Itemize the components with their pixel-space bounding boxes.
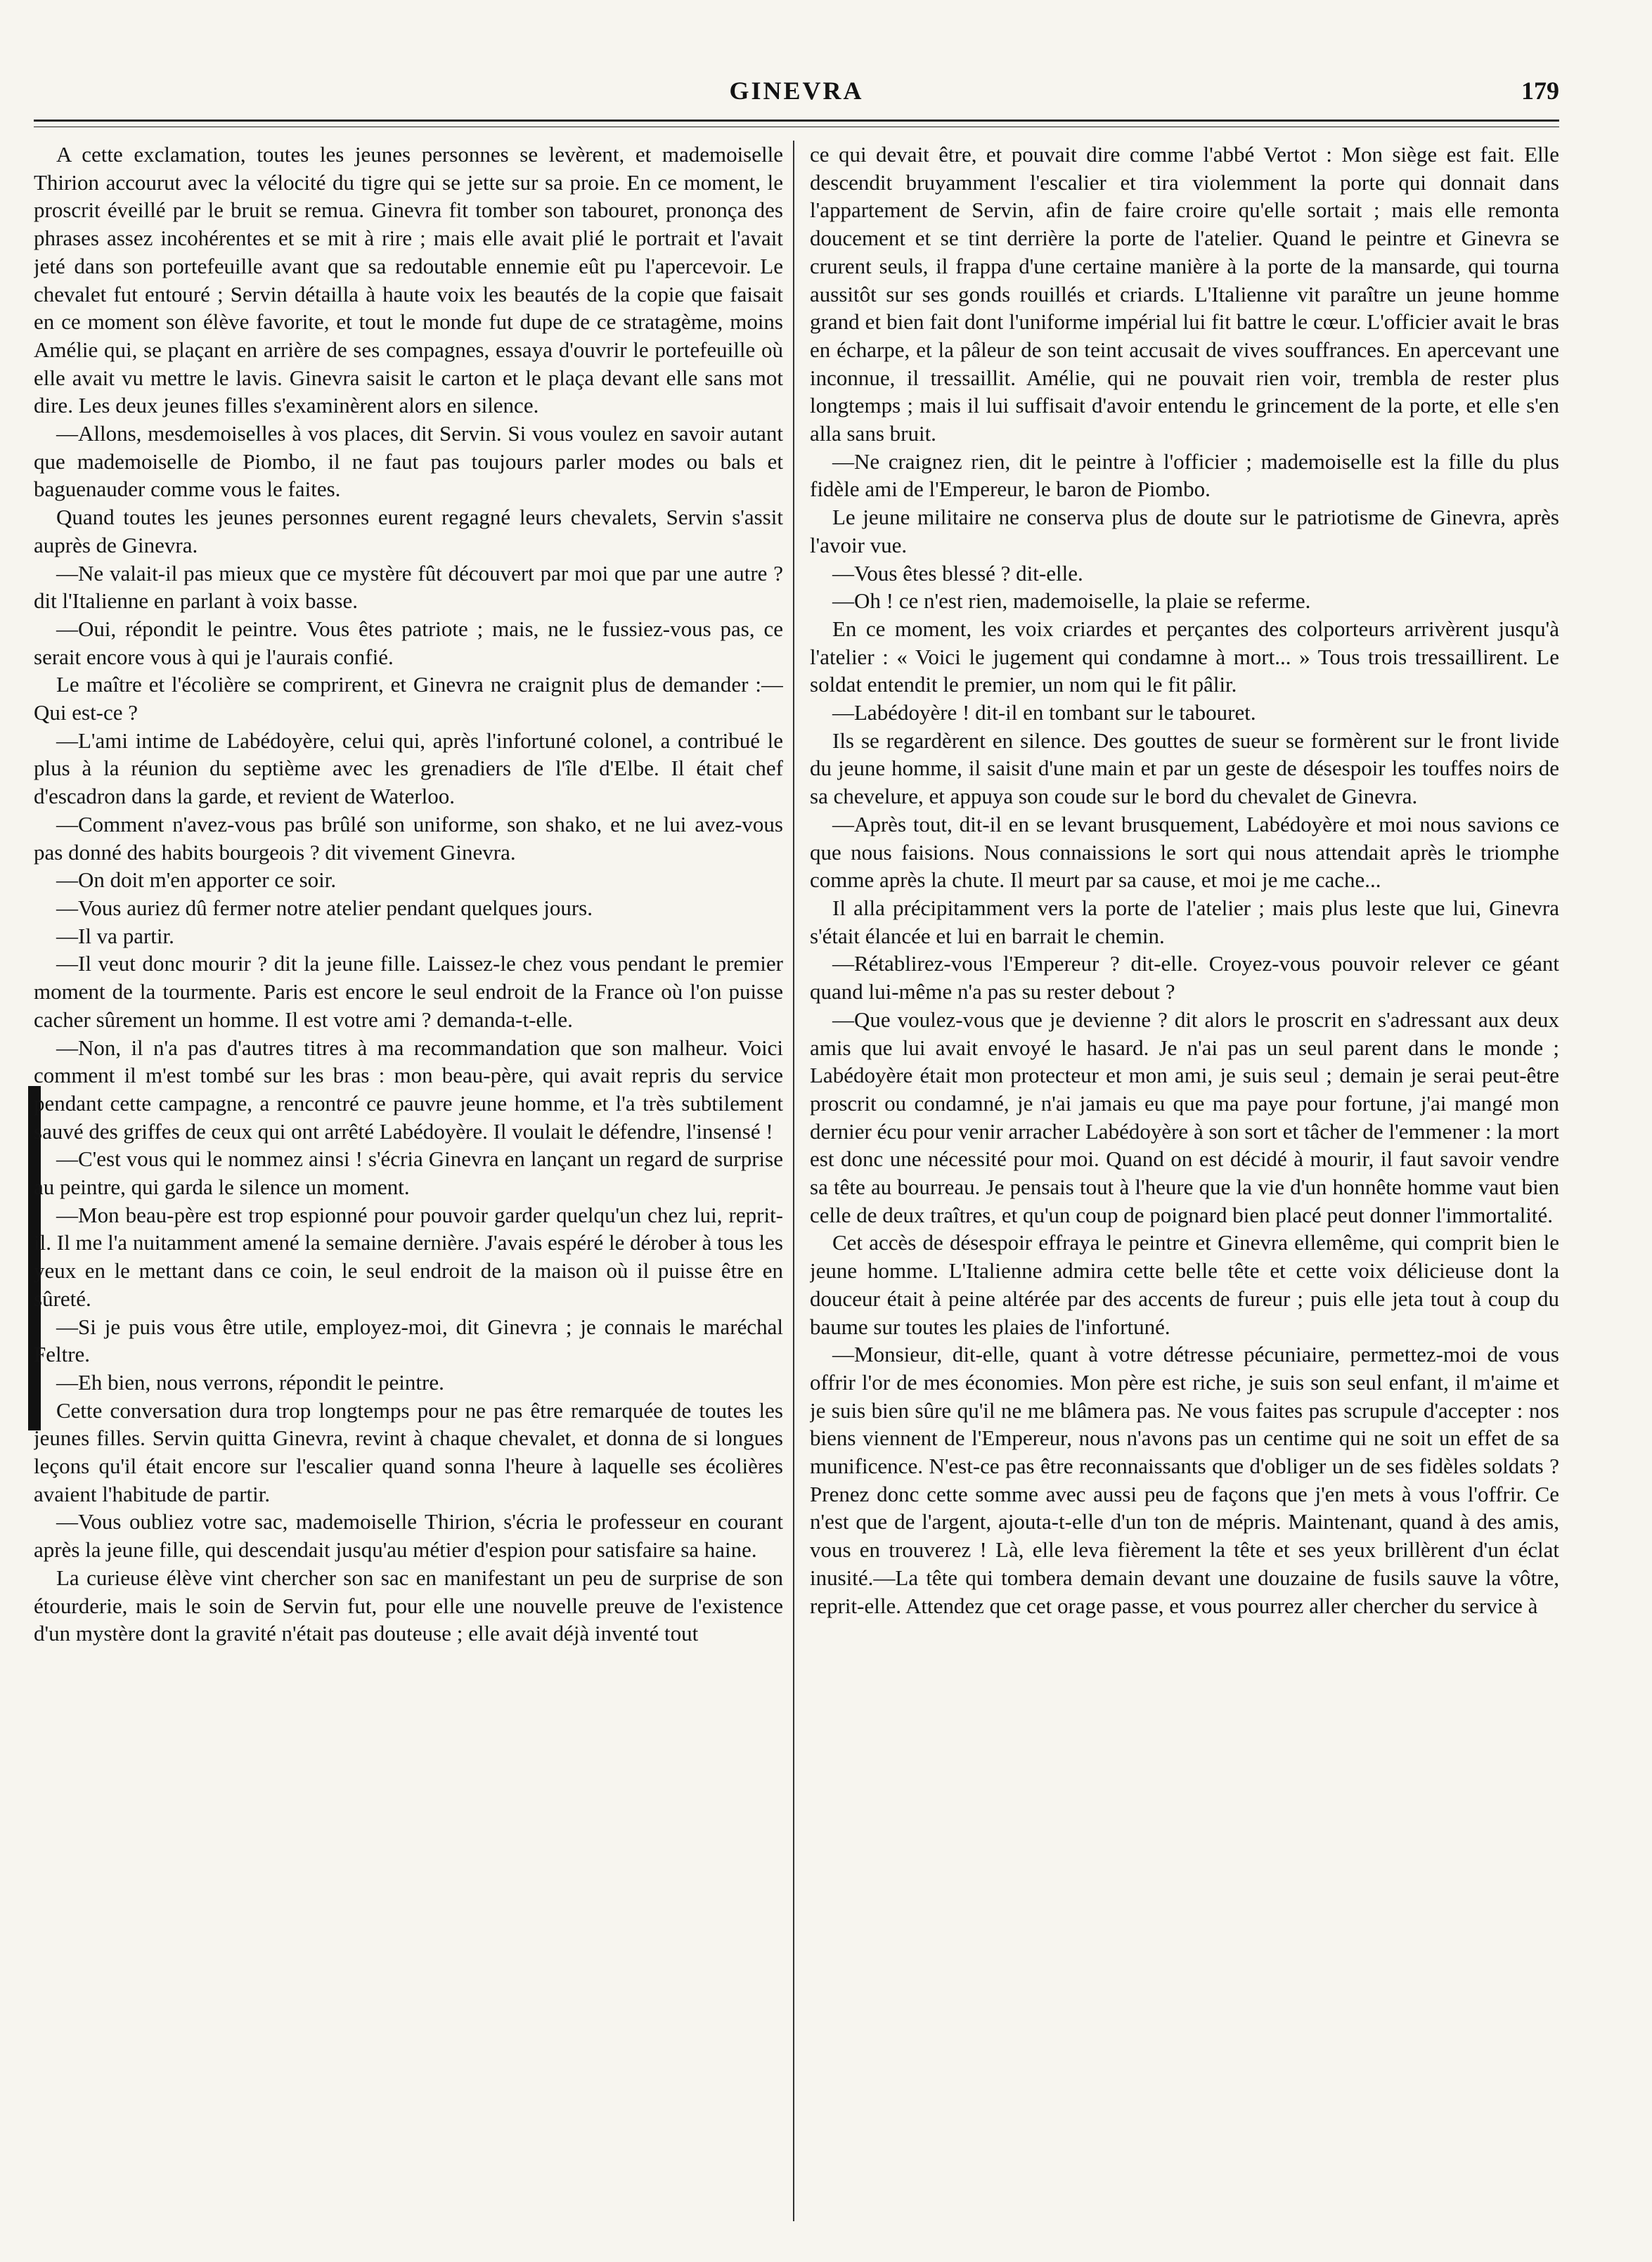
paragraph: —Rétablirez-vous l'Empereur ? dit-elle. Croyez-vous pouvoir relever ce géant quand lui-même n'a pas su rester debout ? (810, 951, 1559, 1004)
paragraph: —C'est vous qui le nommez ainsi ! s'écria Ginevra en lançant un regard de surprise au peintre, qui garda le silence un moment. (34, 1146, 783, 1200)
paragraph: —Oui, répondit le peintre. Vous êtes patriote ; mais, ne le fussiez-vous pas, ce serait encore vous à qui je l'aurais confié. (34, 616, 783, 669)
paragraph: —Il va partir. (56, 923, 174, 948)
paragraph: —Oh ! ce n'est rien, mademoiselle, la plaie se referme. (832, 588, 1311, 614)
paragraph: —Après tout, dit-il en se levant brusquement, Labédoyère et moi nous savions ce que nous faisions. Nous connaissions le sort qui nous attendait après le triomphe comme après la chute. Il meurt par sa cause, et moi je me cache... (810, 811, 1559, 893)
paragraph: —Comment n'avez-vous pas brûlé son uniforme, son shako, et ne lui avez-vous pas donné des habits bourgeois ? dit vivement Ginevra. (34, 811, 783, 865)
paragraph: —Vous oubliez votre sac, mademoiselle Thirion, s'écria le professeur en courant après la jeune fille, qui descendait jusqu'au métier d'espion pour satisfaire sa haine. (34, 1509, 783, 1563)
paragraph: —On doit m'en apporter ce soir. (56, 867, 337, 893)
paragraph: La curieuse élève vint chercher son sac en manifestant un peu de surprise de son étourderie, mais le soin de Servin fut, pour elle une nouvelle preuve de l'existence d'un mystère dont la gravité n'était pas douteuse ; elle avait déjà inventé tout (34, 1565, 783, 1646)
page-number: 179 (1521, 77, 1559, 105)
paragraph: Cette conversation dura trop longtemps pour ne pas être remarquée de toutes les jeunes filles. Servin quitta Ginevra, revint à chaque chevalet, et donna de si longues leçons qu'il était encore sur l'escalier quand sonna l'heure à laquelle ses écolières avaient l'habitude de partir. (34, 1397, 783, 1506)
paragraph: —Vous êtes blessé ? dit-elle. (832, 560, 1083, 586)
paragraph: —Labédoyère ! dit-il en tombant sur le tabouret. (832, 700, 1256, 725)
paragraph: —L'ami intime de Labédoyère, celui qui, après l'infortuné colonel, a contribué le plus à la réunion du septième avec les grenadiers de l'île d'Elbe. Il était chef d'escadron dans la garde, et revient de Waterloo. (34, 728, 783, 809)
running-title: GINEVRA (729, 77, 864, 105)
column-divider (793, 141, 794, 2221)
paragraph: Cet accès de désespoir effraya le peintre et Ginevra ellemême, qui comprit bien le jeune homme. L'Italienne admira cette belle tête et cette voix délicieuse dont la douceur était à peine altérée par des accents de fureur ; puis elle jeta tout à coup du baume sur toutes les plaies de l'infortuné. (810, 1230, 1559, 1339)
left-column (34, 141, 783, 2221)
paragraph: —Que voulez-vous que je devienne ? dit alors le proscrit en s'adressant aux deux amis que lui avait envoyé le hasard. Je n'ai pas un seul parent dans le monde ; Labédoyère était mon protecteur et mon ami, je suis seul ; demain je serai peut-être proscrit ou condamné, je n'ai jamais eu que ma paye pour fortune, j'ai mangé mon dernier écu pour venir arracher Labédoyère à son sort et tâcher de l'emmener : la mort est donc une nécessité pour moi. Quand on est décidé à mourir, il faut savoir vendre sa tête au bourreau. Je pensais tout à l'heure que la vie d'un honnête homme vaut bien celle de deux traîtres, et qu'un coup de poignard bien placé peut donner l'immortalité. (810, 1007, 1559, 1227)
paragraph: Le maître et l'écolière se comprirent, et Ginevra ne craignit plus de demander :—Qui est-ce ? (34, 672, 783, 725)
paragraph: —Non, il n'a pas d'autres titres à ma recommandation que son malheur. Voici comment il m'est tombé sur les bras : mon beau-père, qui avait repris du service pendant cette campagne, a rencontré ce pauvre jeune homme, et l'a très subtilement sauvé des griffes de ceux qui ont arrêté Labédoyère. Il voulait le défendre, l'insensé ! (34, 1035, 783, 1144)
paragraph: —Mon beau-père est trop espionné pour pouvoir garder quelqu'un chez lui, reprit-il. Il me l'a nuitamment amené la semaine dernière. J'avais espéré le dérober à tous les yeux en le mettant dans ce coin, le seul endroit de la maison où il puisse être en sûreté. (34, 1202, 783, 1311)
paragraph: —Allons, mesdemoiselles à vos places, dit Servin. Si vous voulez en savoir autant que mademoiselle de Piombo, il ne faut pas toujours parler modes ou bals et baguenauder comme vous le faites. (34, 421, 783, 502)
page-header (34, 76, 1559, 121)
header-rule (34, 119, 1559, 122)
paragraph: —Vous auriez dû fermer notre atelier pendant quelques jours. (56, 895, 593, 920)
paragraph: —Monsieur, dit-elle, quant à votre détresse pécuniaire, permettez-moi de vous offrir l'or de mes économies. Mon père est riche, je suis son seul enfant, il m'aime et je suis bien sûre qu'il ne me blâmera pas. Ne vous faites pas scrupule d'accepter : nos biens viennent de l'Empereur, nous n'avons pas un centime qui ne soit un effet de sa munificence. N'est-ce pas être reconnaissants que d'obliger un de ses fidèles soldats ? Prenez donc cette somme avec aussi peu de façons que j'en mets à vous l'offrir. Ce n'est que de l'argent, ajouta-t-elle d'un ton de mépris. Maintenant, quand à des amis, vous en trouverez ! Là, elle leva fièrement la tête et ses yeux brillèrent d'un éclat inusité.—La tête qui tombera demain devant une douzaine de fusils sauve la vôtre, reprit-elle. Attendez que cet orage passe, et vous pourrez aller chercher du service à (810, 1342, 1559, 1618)
paragraph: A cette exclamation, toutes les jeunes personnes se levèrent, et mademoiselle Thirion accourut avec la vélocité du tigre qui se jette sur sa proie. En ce moment, le proscrit éveillé par le bruit se remua. Ginevra fit tomber son tabouret, prononça des phrases assez incohérentes et se mit à rire ; mais elle avait plié le portrait et l'avait jeté dans son portefeuille avant que sa redoutable ennemie eût pu l'apercevoir. Le chevalet fut entouré ; Servin détailla à haute voix les beautés de la copie que faisait en ce moment son élève favorite, et tout le monde fut dupe de ce stratagème, moins Amélie qui, se plaçant en arrière de ses compagnes, essaya d'ouvrir le portefeuille où elle avait vu mettre le lavis. Ginevra saisit le carton et le plaça devant elle sans mot dire. Les deux jeunes filles s'examinèrent alors en silence. (34, 142, 783, 418)
paragraph: —Ne craignez rien, dit le peintre à l'officier ; mademoiselle est la fille du plus fidèle ami de l'Empereur, le baron de Piombo. (810, 448, 1559, 502)
paragraph: Quand toutes les jeunes personnes eurent regagné leurs chevalets, Servin s'assit auprès de Ginevra. (34, 505, 783, 557)
paragraph: En ce moment, les voix criardes et perçantes des colporteurs arrivèrent jusqu'à l'atelier : « Voici le jugement qui condamne à mort... » Tous trois tressaillirent. Le soldat entendit le premier, un nom qui le fit pâlir. (810, 616, 1559, 697)
paragraph: —Si je puis vous être utile, employez-moi, dit Ginevra ; je connais le maréchal Feltre. (34, 1314, 783, 1367)
paragraph: —Ne valait-il pas mieux que ce mystère fût découvert par moi que par une autre ? dit l'Italienne en parlant à voix basse. (34, 560, 783, 614)
paragraph: Le jeune militaire ne conserva plus de doute sur le patriotisme de Ginevra, après l'avoir vue. (810, 505, 1559, 557)
paragraph: —Il veut donc mourir ? dit la jeune fille. Laissez-le chez vous pendant le premier moment de la tourmente. Paris est encore le seul endroit de la France où l'on puisse cacher sûrement un homme. Il est votre ami ? demanda-t-elle. (34, 951, 783, 1032)
paragraph: Il alla précipitamment vers la porte de l'atelier ; mais plus leste que lui, Ginevra s'était élancée et lui en barrait le chemin. (810, 895, 1559, 948)
paragraph: ce qui devait être, et pouvait dire comme l'abbé Vertot : Mon siège est fait. Elle descendit bruyamment l'escalier et tira violemment la porte qui donnait dans l'appartement de Servin, afin de faire croire qu'elle sortait ; mais elle remonta doucement et se tint derrière la porte de l'atelier. Quand le peintre et Ginevra se crurent seuls, il frappa d'une certaine manière à la porte de la mansarde, qui tourna aussitôt sur ses gonds rouillés et criards. L'Italienne vit paraître un jeune homme grand et bien fait dont l'uniforme impérial lui fit battre le cœur. L'officier avait le bras en écharpe, et la pâleur de son teint accusait de vives souffrances. En apercevant une inconnue, il tressaillit. Amélie, qui ne pouvait rien voir, trembla de rester plus longtemps ; mais il lui suffisait d'avoir entendu le grincement de la porte, et elle s'en alla sans bruit. (810, 142, 1559, 446)
right-column (810, 141, 1559, 2221)
paragraph: —Eh bien, nous verrons, répondit le peintre. (56, 1369, 444, 1395)
paragraph: Ils se regardèrent en silence. Des gouttes de sueur se formèrent sur le front livide du jeune homme, il saisit d'une main et par un geste de désespoir les touffes noirs de sa chevelure, et appuya son coude sur le bord du chevalet de Ginevra. (810, 728, 1559, 809)
